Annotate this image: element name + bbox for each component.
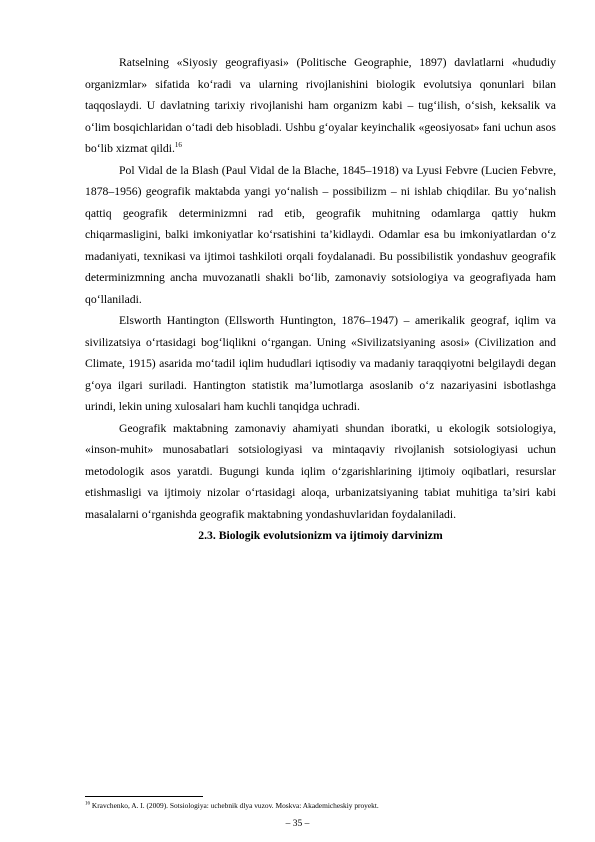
paragraph-possibilism xyxy=(85,160,556,311)
footnote-text: Kravchenko, A. I. (2009). Sotsiologiya: uchebnik dlya vuzov. Moskva: Akademicheskiy proyekt. xyxy=(91,801,379,810)
footnote-reference[interactable]: 16 xyxy=(174,141,182,150)
section-heading: 2.3. Biologik evolutsionizm va ijtimoiy darvinizm xyxy=(198,529,443,542)
paragraph-text: Elsworth Hantington (Ellsworth Huntington, 1876–1947) – amerikalik geograf, iqlim va sivilizatsiya o‘rtasidagi bog‘liqlikni o‘rgangan. Uning «Sivilizatsiyaning asosi» (Civilization and Climate, 1915) asarida mo‘tadil iqlim hududlari iqtisodiy va madaniy taraqqiyotni belgilaydi degan g‘oya ilgari suriladi. Hantington statistik ma’lumotlarga asoslanib o‘z nazariyasini isbotlashga urindi, lekin uning xulosalari ham kuchli tanqidga uchradi. xyxy=(85,314,556,413)
page-number: – 35 – xyxy=(285,819,310,829)
footnote xyxy=(85,801,556,811)
paragraph-text: Pol Vidal de la Blash (Paul Vidal de la Blache, 1845–1918) va Lyusi Febvre (Lucien Febvre, 1878–1956) geografik maktabda yangi yo‘nalish – possibilizm – ni ishlab chiqdilar. Bu yo‘nalish qattiq geografik determinizmni rad etib, geografik muhitning odamlarga qattiy hukm chiqarmasligini, balki imkoniyatlar ko‘rsatishini ta’kidlaydi. Odamlar esa bu imkoniyatlardan o‘z madaniyati, texnikasi va ijtimoi tashkiloti orqali foydalanadi. Bu possibilistik yondashuv geografik determinizmning ancha muvozanatli shakli bo‘lib, zamonaviy sotsiologiya va geografiyada ham qo‘llaniladi. xyxy=(85,163,556,306)
paragraph-text: Geografik maktabning zamonaviy ahamiyati shundan iboratki, u ekologik sotsiologiya, «inson-muhit» munosabatlari sotsiologiyasi va mintaqaviy rivojlanish sotsiologiyasi uchun metodologik asos yaratdi. Bugungi kunda iqlim o‘zgarishlarining ijtimoiy oqibatlari, resurslar etishmasligi va ijtimoiy nizolar o‘rtasidagi aloqa, urbanizatsiyaning tabiat muhitiga ta’siri kabi masalalarni o‘rganishda geografik maktabning yondashuvlaridan foydalaniladi. xyxy=(85,421,556,521)
paragraph-text: Ratselning «Siyosiy geografiyasi» (Politische Geographie, 1897) davlatlarni «hududiy organizmlar» sifatida ko‘radi va ularning rivojlanishini biologik evolutsiya qonunlari bilan taqqoslaydi. U davlatning tarixiy rivojlanishi ham organizm kabi – tug‘ilish, o‘sish, keksalik va o‘lim bosqichlaridan o‘tadi deb hisobladi. Ushbu g‘oyalar keyinchalik «geosiyosat» fani uchun asos bo‘lib xizmat qildi. xyxy=(85,56,556,155)
body-text xyxy=(85,52,556,547)
paragraph-modern-significance xyxy=(85,418,556,526)
paragraph-huntington xyxy=(85,310,556,418)
footnote-divider xyxy=(85,796,203,797)
footnote-number: 16 xyxy=(85,801,90,807)
paragraph-ratzel xyxy=(85,52,556,160)
